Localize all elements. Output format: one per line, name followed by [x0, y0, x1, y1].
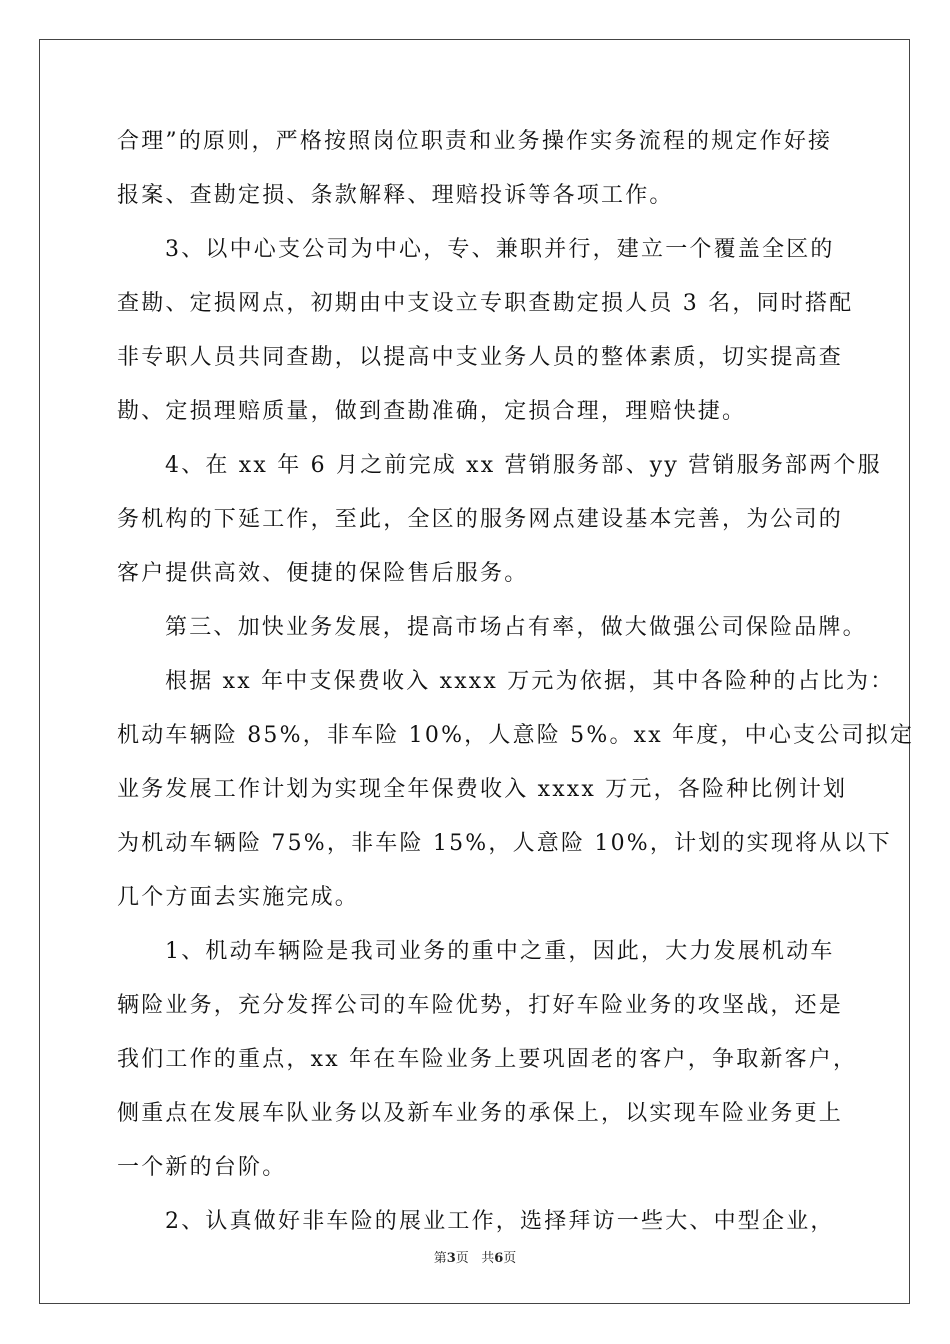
- footer-total-suffix: 页: [503, 1251, 517, 1266]
- text-line: 查勘、定损网点，初期由中支设立专职查勘定损人员 3 名，同时搭配: [117, 291, 854, 316]
- footer-prefix: 第: [433, 1251, 447, 1266]
- text-line: 2、认真做好非车险的展业工作，选择拜访一些大、中型企业，: [165, 1209, 835, 1234]
- text-line: 根据 xx 年中支保费收入 xxxx 万元为依据，其中各险种的占比为：: [165, 669, 895, 694]
- footer-page-word: 页: [455, 1251, 469, 1266]
- text-line: 业务发展工作计划为实现全年保费收入 xxxx 万元，各险种比例计划: [117, 777, 848, 802]
- text-line: 客户提供高效、便捷的保险售后服务。: [117, 561, 529, 586]
- text-line: 1、机动车辆险是我司业务的重中之重，因此，大力发展机动车: [165, 939, 835, 964]
- text-line: 侧重点在发展车队业务以及新车业务的承保上，以实现车险业务更上: [117, 1101, 844, 1126]
- text-line: 合理”的原则，严格按照岗位职责和业务操作实务流程的规定作好接: [117, 129, 833, 154]
- text-line: 第三、加快业务发展，提高市场占有率，做大做强公司保险品牌。: [165, 615, 867, 640]
- current-page-number: 3: [446, 1251, 456, 1266]
- text-line: 非专职人员共同查勘，以提高中支业务人员的整体素质，切实提高查: [117, 345, 844, 370]
- text-line: 勘、定损理赔质量，做到查勘准确，定损合理，理赔快捷。: [117, 399, 747, 424]
- text-line: 务机构的下延工作，至此，全区的服务网点建设基本完善，为公司的: [117, 507, 844, 532]
- text-line: 我们工作的重点，xx 年在车险业务上要巩固老的客户，争取新客户，: [117, 1047, 858, 1072]
- page-footer: [0, 1247, 950, 1266]
- text-line: 3、以中心支公司为中心，专、兼职并行，建立一个覆盖全区的: [165, 237, 835, 262]
- text-line: 为机动车辆险 75%，非车险 15%，人意险 10%，计划的实现将从以下: [117, 831, 892, 856]
- text-line: 辆险业务，充分发挥公司的车险优势，打好车险业务的攻坚战，还是: [117, 993, 844, 1018]
- text-line: 4、在 xx 年 6 月之前完成 xx 营销服务部、yy 营销服务部两个服: [165, 453, 882, 478]
- text-line: 几个方面去实施完成。: [117, 885, 360, 910]
- text-line: 一个新的台阶。: [117, 1155, 287, 1180]
- total-pages-number: 6: [494, 1251, 504, 1266]
- footer-total-prefix: 共: [481, 1251, 495, 1266]
- text-line: 机动车辆险 85%，非车险 10%，人意险 5%。xx 年度，中心支公司拟定: [117, 723, 915, 748]
- text-line: 报案、查勘定损、条款解释、理赔投诉等各项工作。: [117, 183, 674, 208]
